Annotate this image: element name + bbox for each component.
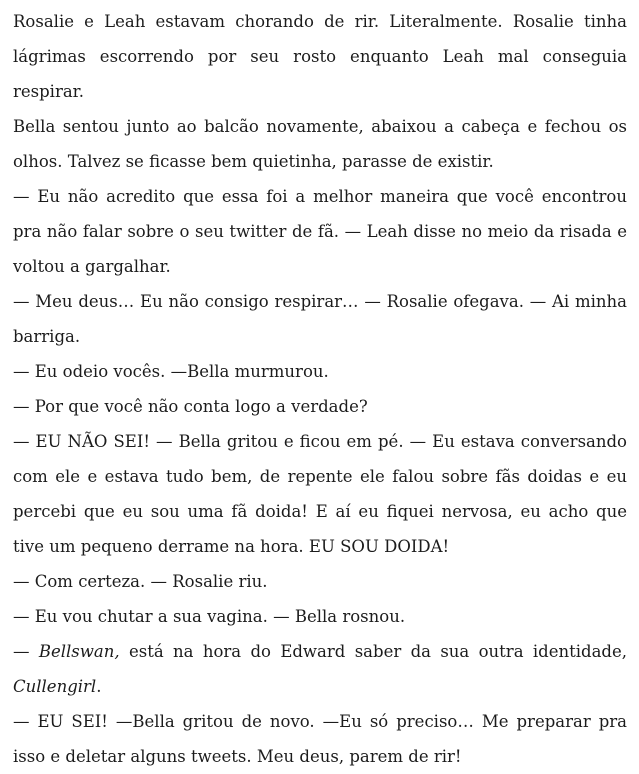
italic-handle-bellswan: Bellswan, [38, 642, 120, 661]
paragraph: — Eu vou chutar a sua vagina. — Bella rosnou. [13, 607, 406, 626]
paragraph-end: . [96, 677, 102, 696]
paragraph: Bella sentou junto ao balcão novamente, abaixou a cabeça e fechou os olhos. Talvez se ficasse bem quietinha, parasse de existir. [13, 117, 627, 171]
paragraph: — Eu não acredito que essa foi a melhor maneira que você encontrou pra não falar sobre o seu twitter de fã. — Leah disse no meio da risada e voltou a gargalhar. [13, 187, 627, 276]
dash: — [13, 642, 39, 661]
paragraph: — EU SEI! —Bella gritou de novo. —Eu só preciso… Me preparar pra isso e deletar alguns tweets. Meu deus, parem de rir! [13, 712, 627, 766]
paragraph: — Por que você não conta logo a verdade? [13, 397, 368, 416]
paragraph-middle: está na hora do Edward saber da sua outra identidade, [119, 642, 627, 661]
paragraph: — Meu deus… Eu não consigo respirar… — Rosalie ofegava. — Ai minha barriga. [13, 292, 627, 346]
italic-handle-cullengirl: Cullengirl [13, 677, 97, 696]
paragraph-with-italics [13, 634, 627, 704]
paragraph: Rosalie e Leah estavam chorando de rir. Literalmente. Rosalie tinha lágrimas escorrendo por seu rosto enquanto Leah mal conseguia respirar. [13, 12, 627, 101]
paragraph: — Eu odeio vocês. —Bella murmurou. [13, 362, 329, 381]
document-page [0, 4, 639, 773]
paragraph: — Com certeza. — Rosalie riu. [13, 572, 268, 591]
paragraph: — EU NÃO SEI! — Bella gritou e ficou em pé. — Eu estava conversando com ele e estava tudo bem, de repente ele falou sobre fãs doidas e eu percebi que eu sou uma fã doida! E aí eu fiquei nervosa, eu acho que tive um pequeno derrame na hora. EU SOU DOIDA! [13, 432, 627, 556]
